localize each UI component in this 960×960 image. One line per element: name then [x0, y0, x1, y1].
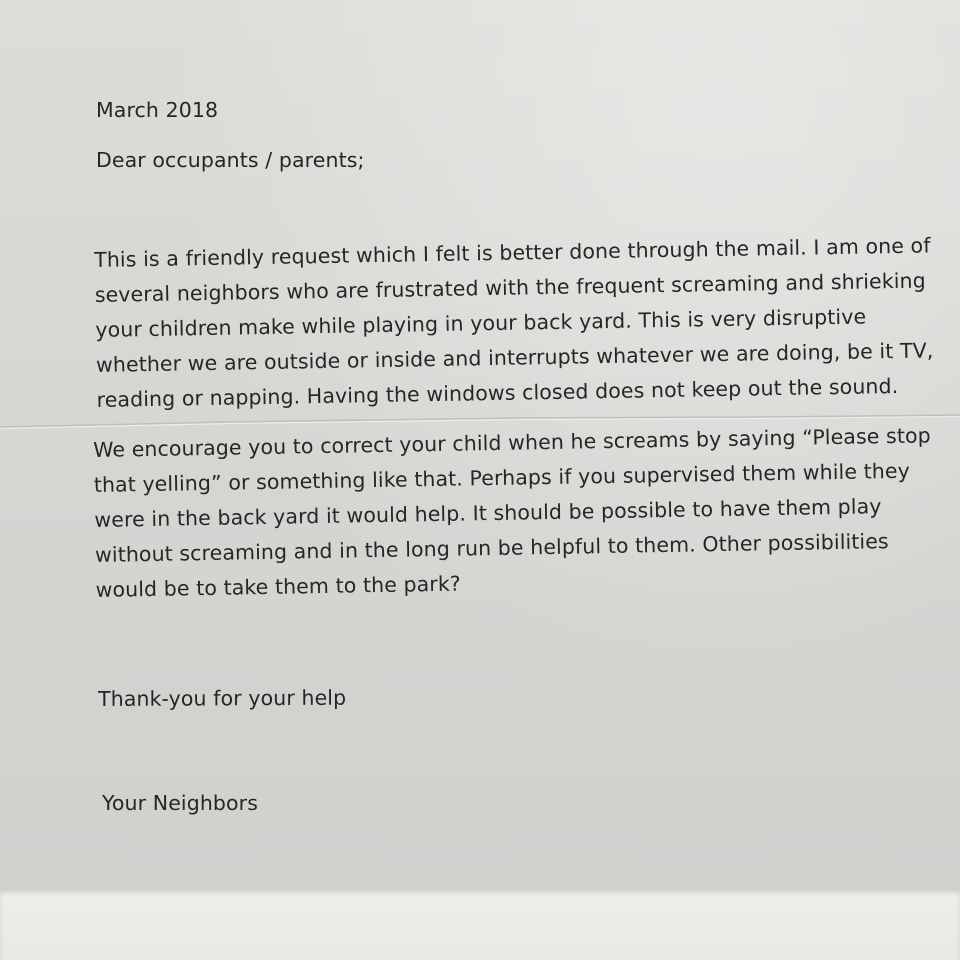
paragraph-line: that yelling” or something like that. Perhaps if you supervised them while they — [93, 458, 911, 497]
paragraph-line: would be to take them to the park? — [95, 571, 461, 602]
letter-signature: Your Neighbors — [102, 791, 258, 815]
paragraph-line: several neighbors who are frustrated with the frequent screaming and shrieking — [94, 268, 926, 307]
paragraph-line: your children make while playing in your back yard. This is very disruptive — [95, 304, 867, 342]
paragraph-line: reading or napping. Having the windows closed does not keep out the sound. — [96, 373, 899, 412]
paragraph-line: without screaming and in the long run be helpful to them. Other possibilities — [94, 529, 889, 567]
paragraph-line: We encourage you to correct your child when he screams by saying “Please stop — [93, 423, 931, 462]
paragraph-line: whether we are outside or inside and interrupts whatever we are doing, be it TV, — [95, 338, 934, 377]
letter-closing: Thank-you for your help — [98, 685, 347, 711]
paragraph-line: This is a friendly request which I felt is better done through the mail. I am one of — [94, 233, 931, 272]
paragraph-line: were in the back yard it would help. It should be possible to have them play — [94, 494, 882, 532]
letter-date: March 2018 — [96, 98, 219, 122]
table-surface — [0, 890, 960, 960]
letter-greeting: Dear occupants / parents; — [96, 148, 365, 172]
